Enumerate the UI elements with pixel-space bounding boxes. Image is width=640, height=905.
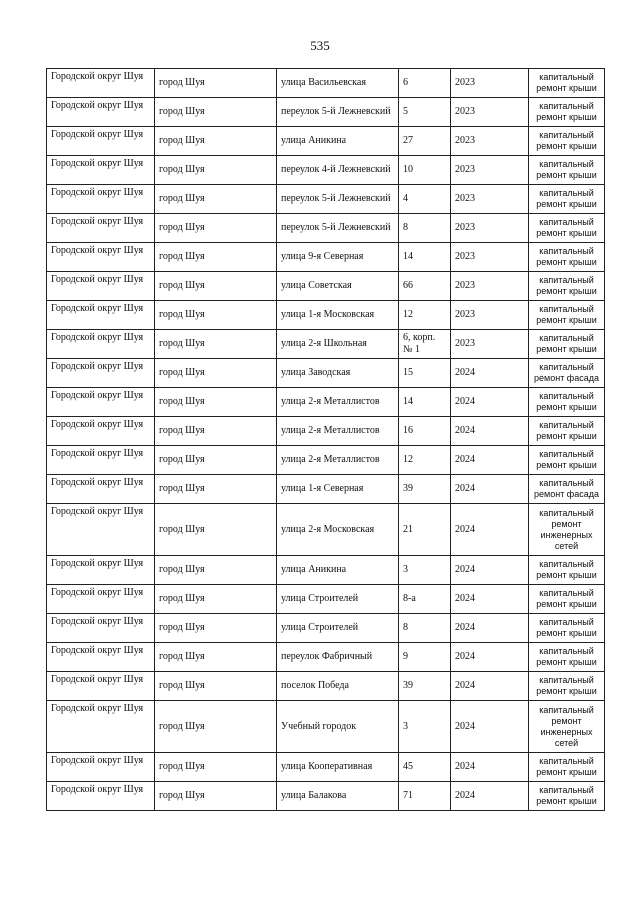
street-cell: переулок 5-й Лежневский [277, 98, 399, 127]
table-row [47, 214, 605, 243]
city-cell: город Шуя [155, 330, 277, 359]
street-cell: улица 9-я Северная [277, 243, 399, 272]
street-cell: переулок 5-й Лежневский [277, 214, 399, 243]
city-cell: город Шуя [155, 185, 277, 214]
table-row [47, 359, 605, 388]
house-number-cell: 14 [399, 388, 451, 417]
street-cell: улица 2-я Металлистов [277, 417, 399, 446]
district-cell: Городской округ Шуя [47, 556, 155, 585]
work-type-cell: капитальный ремонт инженерных сетей [529, 701, 605, 753]
district-cell: Городской округ Шуя [47, 301, 155, 330]
work-type-cell: капитальный ремонт крыши [529, 388, 605, 417]
district-cell: Городской округ Шуя [47, 127, 155, 156]
table-row [47, 585, 605, 614]
house-number-cell: 3 [399, 556, 451, 585]
work-type-cell: капитальный ремонт крыши [529, 69, 605, 98]
work-type-cell: капитальный ремонт фасада [529, 475, 605, 504]
year-cell: 2024 [451, 475, 529, 504]
table-row [47, 301, 605, 330]
table-row [47, 417, 605, 446]
street-cell: улица 2-я Московская [277, 504, 399, 556]
district-cell: Городской округ Шуя [47, 753, 155, 782]
city-cell: город Шуя [155, 243, 277, 272]
table-row [47, 98, 605, 127]
year-cell: 2023 [451, 301, 529, 330]
city-cell: город Шуя [155, 556, 277, 585]
district-cell: Городской округ Шуя [47, 417, 155, 446]
city-cell: город Шуя [155, 446, 277, 475]
district-cell: Городской округ Шуя [47, 701, 155, 753]
city-cell: город Шуя [155, 475, 277, 504]
house-number-cell: 39 [399, 672, 451, 701]
work-type-cell: капитальный ремонт крыши [529, 127, 605, 156]
house-number-cell: 9 [399, 643, 451, 672]
table-row [47, 69, 605, 98]
house-number-cell: 14 [399, 243, 451, 272]
city-cell: город Шуя [155, 504, 277, 556]
street-cell: улица 2-я Металлистов [277, 388, 399, 417]
city-cell: город Шуя [155, 272, 277, 301]
district-cell: Городской округ Шуя [47, 446, 155, 475]
table-row [47, 243, 605, 272]
district-cell: Городской округ Шуя [47, 614, 155, 643]
house-number-cell: 66 [399, 272, 451, 301]
table-row [47, 127, 605, 156]
district-cell: Городской округ Шуя [47, 330, 155, 359]
city-cell: город Шуя [155, 643, 277, 672]
city-cell: город Шуя [155, 585, 277, 614]
house-number-cell: 45 [399, 753, 451, 782]
city-cell: город Шуя [155, 782, 277, 811]
city-cell: город Шуя [155, 359, 277, 388]
district-cell: Городской округ Шуя [47, 156, 155, 185]
house-number-cell: 21 [399, 504, 451, 556]
work-type-cell: капитальный ремонт крыши [529, 672, 605, 701]
year-cell: 2024 [451, 672, 529, 701]
year-cell: 2023 [451, 243, 529, 272]
street-cell: улица Заводская [277, 359, 399, 388]
street-cell: переулок Фабричный [277, 643, 399, 672]
table-row [47, 643, 605, 672]
city-cell: город Шуя [155, 69, 277, 98]
table-row [47, 556, 605, 585]
year-cell: 2024 [451, 585, 529, 614]
street-cell: улица Васильевская [277, 69, 399, 98]
district-cell: Городской округ Шуя [47, 388, 155, 417]
house-number-cell: 3 [399, 701, 451, 753]
city-cell: город Шуя [155, 753, 277, 782]
table-row [47, 475, 605, 504]
year-cell: 2024 [451, 556, 529, 585]
house-number-cell: 39 [399, 475, 451, 504]
house-number-cell: 8 [399, 614, 451, 643]
table-row [47, 272, 605, 301]
district-cell: Городской округ Шуя [47, 243, 155, 272]
house-number-cell: 16 [399, 417, 451, 446]
work-type-cell: капитальный ремонт крыши [529, 301, 605, 330]
street-cell: улица 2-я Школьная [277, 330, 399, 359]
street-cell: улица Советская [277, 272, 399, 301]
city-cell: город Шуя [155, 98, 277, 127]
year-cell: 2023 [451, 156, 529, 185]
house-number-cell: 5 [399, 98, 451, 127]
street-cell: улица Кооперативная [277, 753, 399, 782]
year-cell: 2024 [451, 614, 529, 643]
house-number-cell: 27 [399, 127, 451, 156]
district-cell: Городской округ Шуя [47, 504, 155, 556]
district-cell: Городской округ Шуя [47, 475, 155, 504]
table-row [47, 156, 605, 185]
table-row [47, 672, 605, 701]
city-cell: город Шуя [155, 417, 277, 446]
city-cell: город Шуя [155, 672, 277, 701]
district-cell: Городской округ Шуя [47, 585, 155, 614]
house-number-cell: 12 [399, 301, 451, 330]
city-cell: город Шуя [155, 614, 277, 643]
street-cell: улица 1-я Северная [277, 475, 399, 504]
year-cell: 2024 [451, 388, 529, 417]
work-type-cell: капитальный ремонт крыши [529, 98, 605, 127]
district-cell: Городской округ Шуя [47, 185, 155, 214]
year-cell: 2023 [451, 69, 529, 98]
table-row [47, 701, 605, 753]
street-cell: поселок Победа [277, 672, 399, 701]
year-cell: 2024 [451, 701, 529, 753]
street-cell: переулок 5-й Лежневский [277, 185, 399, 214]
table-row [47, 782, 605, 811]
district-cell: Городской округ Шуя [47, 69, 155, 98]
street-cell: улица Балакова [277, 782, 399, 811]
house-number-cell: 8-а [399, 585, 451, 614]
street-cell: улица 2-я Металлистов [277, 446, 399, 475]
year-cell: 2023 [451, 127, 529, 156]
table-row [47, 446, 605, 475]
table-row [47, 330, 605, 359]
work-type-cell: капитальный ремонт инженерных сетей [529, 504, 605, 556]
work-type-cell: капитальный ремонт фасада [529, 359, 605, 388]
city-cell: город Шуя [155, 701, 277, 753]
district-cell: Городской округ Шуя [47, 782, 155, 811]
work-type-cell: капитальный ремонт крыши [529, 272, 605, 301]
table-row [47, 185, 605, 214]
district-cell: Городской округ Шуя [47, 214, 155, 243]
district-cell: Городской округ Шуя [47, 643, 155, 672]
work-type-cell: капитальный ремонт крыши [529, 446, 605, 475]
street-cell: улица Строителей [277, 614, 399, 643]
work-type-cell: капитальный ремонт крыши [529, 556, 605, 585]
year-cell: 2024 [451, 782, 529, 811]
year-cell: 2024 [451, 504, 529, 556]
house-number-cell: 6 [399, 69, 451, 98]
street-cell: улица Аникина [277, 556, 399, 585]
city-cell: город Шуя [155, 301, 277, 330]
district-cell: Городской округ Шуя [47, 672, 155, 701]
house-number-cell: 15 [399, 359, 451, 388]
work-type-cell: капитальный ремонт крыши [529, 214, 605, 243]
house-number-cell: 6, корп. № 1 [399, 330, 451, 359]
year-cell: 2023 [451, 98, 529, 127]
year-cell: 2023 [451, 214, 529, 243]
city-cell: город Шуя [155, 388, 277, 417]
street-cell: Учебный городок [277, 701, 399, 753]
street-cell: улица 1-я Московская [277, 301, 399, 330]
district-cell: Городской округ Шуя [47, 359, 155, 388]
work-type-cell: капитальный ремонт крыши [529, 782, 605, 811]
page-number: 535 [310, 38, 330, 53]
work-type-cell: капитальный ремонт крыши [529, 614, 605, 643]
work-type-cell: капитальный ремонт крыши [529, 243, 605, 272]
year-cell: 2023 [451, 272, 529, 301]
work-type-cell: капитальный ремонт крыши [529, 417, 605, 446]
table-row [47, 614, 605, 643]
street-cell: улица Аникина [277, 127, 399, 156]
district-cell: Городской округ Шуя [47, 272, 155, 301]
year-cell: 2024 [451, 643, 529, 672]
year-cell: 2024 [451, 359, 529, 388]
repair-registry-table [46, 68, 605, 811]
house-number-cell: 8 [399, 214, 451, 243]
house-number-cell: 10 [399, 156, 451, 185]
city-cell: город Шуя [155, 214, 277, 243]
house-number-cell: 4 [399, 185, 451, 214]
work-type-cell: капитальный ремонт крыши [529, 330, 605, 359]
year-cell: 2024 [451, 753, 529, 782]
street-cell: улица Строителей [277, 585, 399, 614]
year-cell: 2023 [451, 330, 529, 359]
house-number-cell: 12 [399, 446, 451, 475]
work-type-cell: капитальный ремонт крыши [529, 585, 605, 614]
year-cell: 2023 [451, 185, 529, 214]
year-cell: 2024 [451, 446, 529, 475]
year-cell: 2024 [451, 417, 529, 446]
district-cell: Городской округ Шуя [47, 98, 155, 127]
city-cell: город Шуя [155, 156, 277, 185]
work-type-cell: капитальный ремонт крыши [529, 185, 605, 214]
table-row [47, 388, 605, 417]
table-row [47, 753, 605, 782]
table-row [47, 504, 605, 556]
house-number-cell: 71 [399, 782, 451, 811]
work-type-cell: капитальный ремонт крыши [529, 753, 605, 782]
city-cell: город Шуя [155, 127, 277, 156]
work-type-cell: капитальный ремонт крыши [529, 643, 605, 672]
street-cell: переулок 4-й Лежневский [277, 156, 399, 185]
registry-body [47, 69, 605, 811]
work-type-cell: капитальный ремонт крыши [529, 156, 605, 185]
